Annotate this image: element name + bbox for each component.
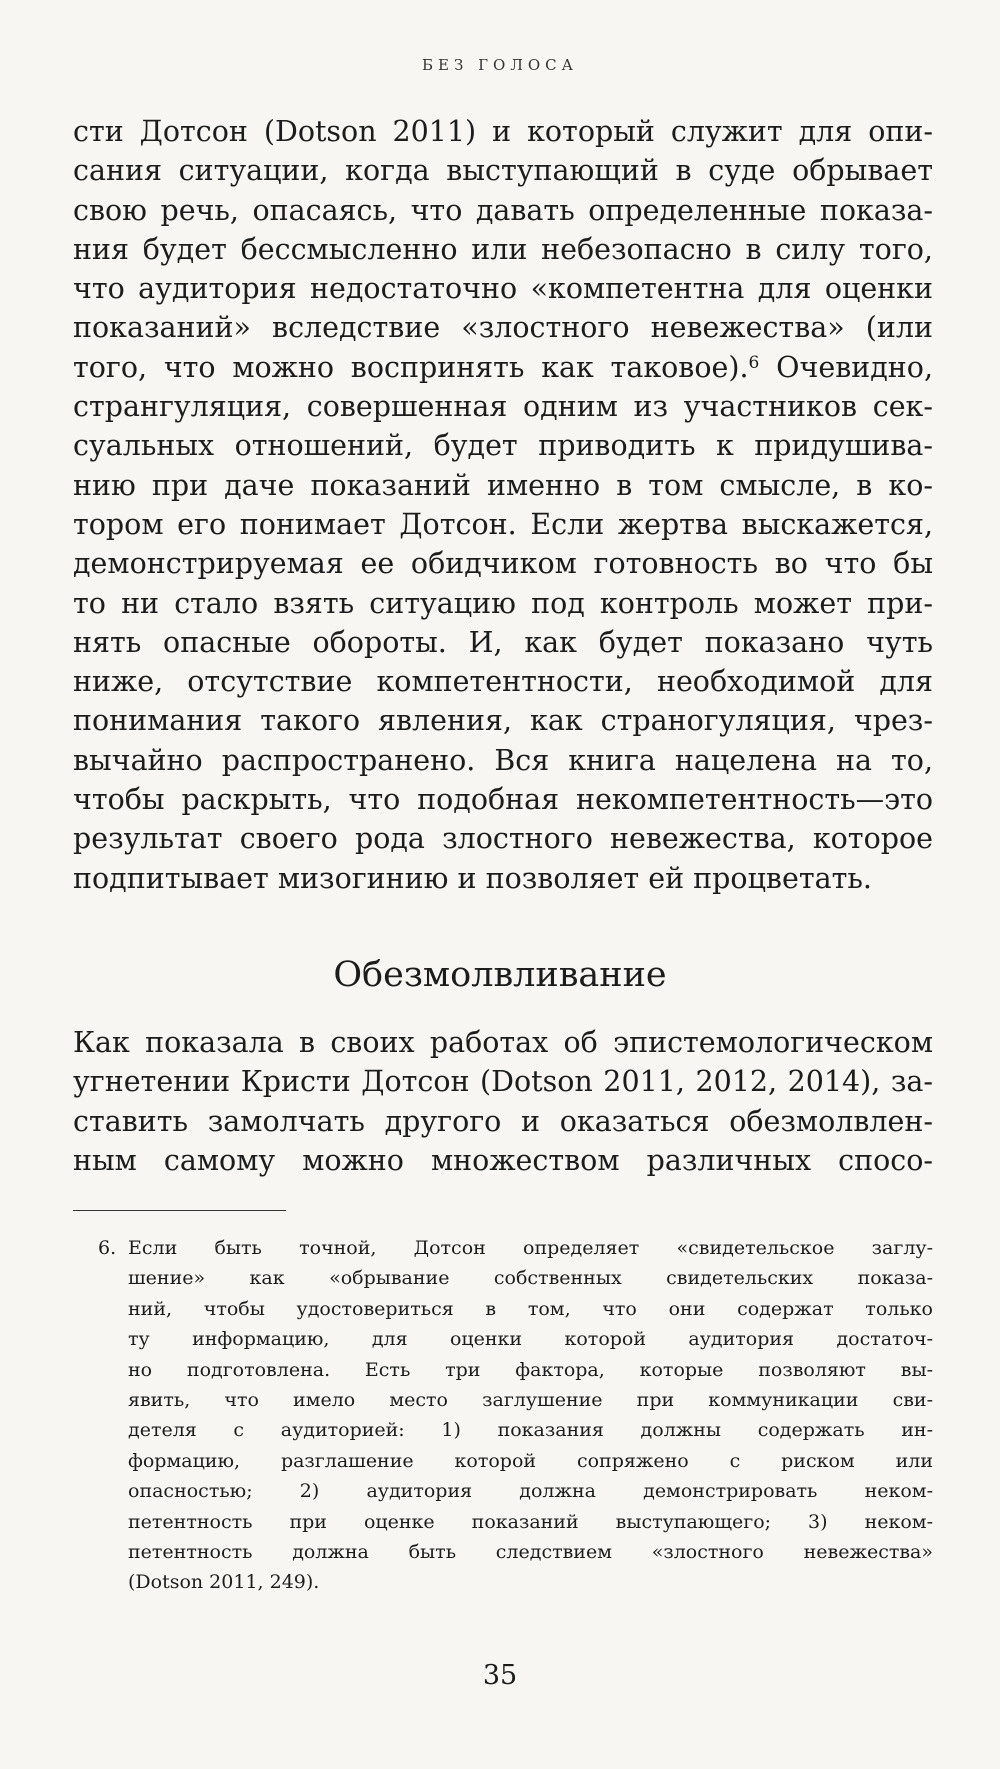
running-head: БЕЗ ГОЛОСА (422, 56, 578, 74)
text-line: чтобы раскрыть, что подобная некомпетентность—это (73, 783, 933, 817)
text-line: ния будет бессмысленно или небезопасно в силу того, (73, 232, 933, 266)
footnote-line: шение» как «обрывание собственных свидетельских показа- (128, 1267, 933, 1290)
text-line-with-note (73, 348, 933, 387)
footnote-line: ний, чтобы удостовериться в том, что они содержат только (128, 1297, 933, 1320)
body-paragraph-1 (73, 112, 933, 898)
footnote-body (128, 1233, 933, 1598)
footnote-divider (73, 1210, 286, 1211)
text-segment: Очевидно, (759, 350, 933, 384)
text-line: странгуляция, совершенная одним из участников сек- (73, 390, 933, 424)
footnote-line: детеля с аудиторией: 1) показания должны содержать ин- (128, 1419, 933, 1442)
text-line: угнетении Кристи Дотсон (Dotson 2011, 2012, 2014), за- (73, 1065, 933, 1099)
footnote-line: (Dotson 2011, 249). (128, 1571, 320, 1594)
footnote-line: петентность при оценке показаний выступающего; 3) неком- (128, 1510, 933, 1533)
text-segment: того, что можно воспринять как таковое). (73, 350, 749, 384)
text-line: ниже, отсутствие компетентности, необходимой для (73, 665, 933, 699)
text-line: что аудитория недостаточно «компетентна для оценки (73, 272, 933, 306)
footnote-line: Если быть точной, Дотсон определяет «свидетельское заглу- (128, 1237, 933, 1259)
body-paragraph-2 (73, 1023, 933, 1180)
footnote-line: формацию, разглашение которой сопряжено с риском или (128, 1449, 933, 1472)
footnote-line: петентность должна быть следствием «злостного невежества» (128, 1541, 933, 1564)
text-line: суальных отношений, будет приводить к придушива- (73, 429, 933, 463)
footnote-number: 6. (98, 1237, 117, 1259)
text-line: ным самому можно множеством различных спосо- (73, 1143, 933, 1177)
footnote-line: опасностью; 2) аудитория должна демонстрировать неком- (128, 1480, 933, 1503)
text-line: нять опасные обороты. И, как будет показано чуть (73, 625, 933, 659)
footnote-line: явить, что имело место заглушение при коммуникации сви- (128, 1389, 933, 1412)
footnote-reference[interactable]: 6 (748, 352, 760, 373)
footnote-line: ту информацию, для оценки которой аудитория достаточ- (128, 1328, 933, 1351)
text-line: сания ситуации, когда выступающий в суде обрывает (73, 154, 933, 188)
text-line: Как показала в своих работах об эпистемологическом (73, 1026, 933, 1059)
text-line: тором его понимает Дотсон. Если жертва выскажется, (73, 507, 933, 541)
text-line: подпитывает мизогинию и позволяет ей процветать. (73, 861, 872, 895)
footnote (73, 1233, 933, 1598)
text-line: показаний» вследствие «злостного невежества» (или (73, 311, 933, 345)
text-line: то ни стало взять ситуацию под контроль может при- (73, 586, 933, 620)
text-line: результат своего рода злостного невежества, которое (73, 822, 933, 856)
section-heading: Обезмолвливание (333, 955, 667, 995)
text-line: понимания такого явления, как страногуляция, чрез- (73, 704, 933, 738)
text-line: демонстрируемая ее обидчиком готовность во что бы (73, 547, 933, 581)
text-line: свою речь, опасаясь, что давать определенные показа- (73, 193, 933, 227)
text-line: сти Дотсон (Dotson 2011) и который служит для опи- (73, 115, 933, 148)
text-line: вычайно распространено. Вся книга нацелена на то, (73, 743, 933, 777)
text-line: ставить замолчать другого и оказаться обезмолвлен- (73, 1104, 933, 1138)
page-number: 35 (482, 1660, 518, 1691)
text-line: нию при даче показаний именно в том смысле, в ко- (73, 468, 933, 502)
footnote-line: но подготовлена. Есть три фактора, которые позволяют вы- (128, 1358, 933, 1381)
